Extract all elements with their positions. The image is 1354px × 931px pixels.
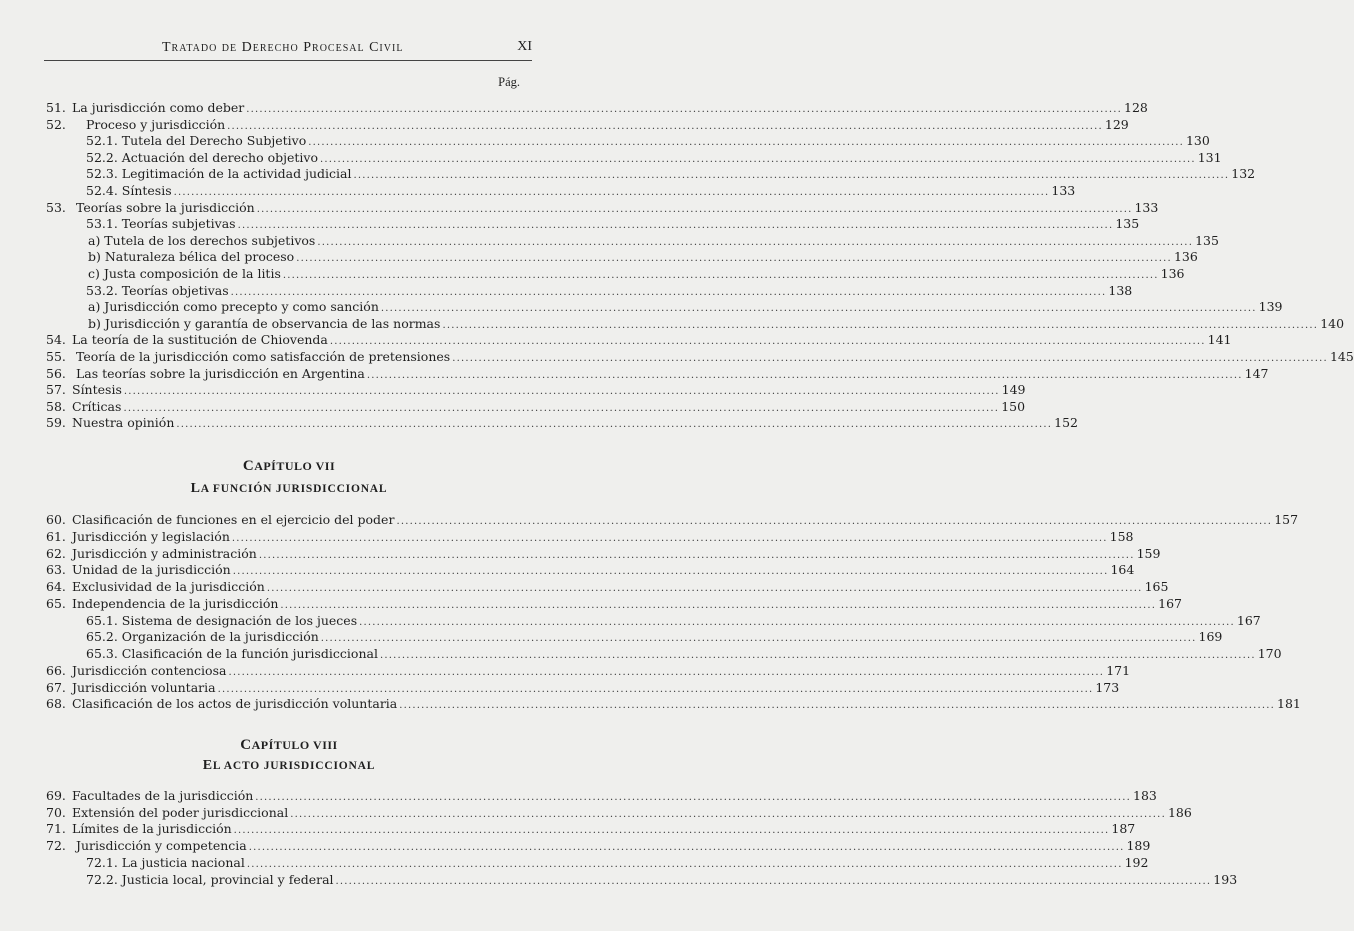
entry-number: 59. xyxy=(46,415,66,431)
entry-page: 136 xyxy=(1173,249,1198,265)
dot-leader: ........................................................................................................................................................................................................ xyxy=(233,825,1110,837)
entry-number: 53. xyxy=(46,199,66,215)
toc-entry xyxy=(0,149,1222,166)
entry-page: 170 xyxy=(1257,646,1282,661)
entry-page: 132 xyxy=(1231,166,1256,182)
entry-title: Clasificación de los actos de jurisdicción voluntaria xyxy=(72,696,398,712)
dot-leader: ........................................................................................................................................................................................................ xyxy=(353,170,1230,182)
dot-leader: ........................................................................................................................................................................................................ xyxy=(396,516,1273,527)
dot-leader: ........................................................................................................................................................................................................ xyxy=(255,792,1132,803)
entry-page: 133 xyxy=(1134,199,1159,215)
entry-title: Síntesis xyxy=(72,382,122,398)
dot-leader: ........................................................................................................................................................................................................ xyxy=(282,270,1159,281)
entry-title: Exclusividad de la jurisdicción xyxy=(72,579,265,594)
entry-number: 66. xyxy=(46,662,66,678)
entry-number: 64. xyxy=(46,579,66,594)
running-title: Tratado de Derecho Procesal Civil xyxy=(162,40,404,55)
toc-entry xyxy=(0,315,1345,332)
entry-title: La teoría de la sustitución de Chiovenda xyxy=(72,332,328,348)
entry-title: a) Jurisdicción como precepto y como sanción xyxy=(88,299,379,315)
entry-number: 60. xyxy=(46,512,66,527)
dot-leader: ........................................................................................................................................................................................................ xyxy=(399,700,1276,712)
dot-leader: ........................................................................................................................................................................................................ xyxy=(228,666,1105,678)
toc-entry xyxy=(0,871,1238,888)
entry-title: 65.3. Clasificación de la función jurisdiccional xyxy=(86,646,378,661)
entry-number: 55. xyxy=(46,349,66,364)
entry-page: 169 xyxy=(1198,629,1223,645)
entry-page: 131 xyxy=(1197,149,1222,165)
dot-leader: ........................................................................................................................................................................................................ xyxy=(296,253,1172,265)
dot-leader: ........................................................................................................................................................................................................ xyxy=(317,236,1194,248)
entry-title: Las teorías sobre la jurisdicción en Argentina xyxy=(76,365,365,381)
entry-page: 140 xyxy=(1320,315,1345,331)
toc-entry xyxy=(0,183,1076,199)
entry-title: Facultades de la jurisdicción xyxy=(72,788,254,803)
entry-page: 165 xyxy=(1144,579,1169,594)
chapter-subtitle: EL ACTO JURISDICCIONAL xyxy=(202,758,376,773)
entry-number: 69. xyxy=(46,788,66,803)
entry-page: 130 xyxy=(1185,133,1210,149)
entry-number: 56. xyxy=(46,365,66,381)
entry-number: 58. xyxy=(46,398,66,414)
entry-page: 150 xyxy=(1001,398,1026,414)
entry-number: 70. xyxy=(46,804,66,820)
dot-leader: ........................................................................................................................................................................................................ xyxy=(320,633,1197,645)
page-number: XI xyxy=(517,39,532,54)
entry-title: Clasificación de funciones en el ejercicio del poder xyxy=(72,512,395,527)
toc-entry xyxy=(0,662,1131,679)
entry-page: 159 xyxy=(1136,545,1161,561)
dot-leader: ........................................................................................................................................................................................................ xyxy=(366,369,1243,381)
entry-title: Jurisdicción y legislación xyxy=(72,528,230,544)
toc-entry xyxy=(0,595,1183,612)
entry-title: Jurisdicción y administración xyxy=(72,545,257,561)
entry-title: La jurisdicción como deber xyxy=(72,100,245,115)
dot-leader: ........................................................................................................................................................................................................ xyxy=(173,187,1050,198)
entry-page: 133 xyxy=(1051,183,1076,198)
toc-entry xyxy=(0,415,1078,431)
entry-title: Nuestra opinión xyxy=(72,415,175,431)
toc-entry xyxy=(0,299,1283,315)
entry-page: 164 xyxy=(1110,562,1135,578)
toc-entry xyxy=(0,249,1198,265)
entry-page: 193 xyxy=(1213,871,1238,887)
dot-leader: ........................................................................................................................................................................................................ xyxy=(290,808,1166,820)
entry-title: 52.4. Síntesis xyxy=(86,183,172,198)
page-column-label: Pág. xyxy=(498,75,520,89)
entry-title: Teorías sobre la jurisdicción xyxy=(76,199,255,215)
entry-page: 149 xyxy=(1001,382,1026,398)
entry-page: 135 xyxy=(1115,216,1140,232)
entry-title: 52.2. Actuación del derecho objetivo xyxy=(86,149,318,165)
toc-entry xyxy=(0,349,1354,365)
entry-page: 147 xyxy=(1244,365,1269,381)
entry-page: 136 xyxy=(1160,266,1185,281)
entry-title: Proceso y jurisdicción xyxy=(86,116,226,132)
entry-number: 52. xyxy=(46,116,66,132)
toc-entry xyxy=(0,512,1299,528)
entry-page: 157 xyxy=(1274,512,1299,527)
entry-page: 135 xyxy=(1195,232,1219,248)
dot-leader: ........................................................................................................................................................................................................ xyxy=(246,858,1123,870)
dot-leader: ........................................................................................................................................................................................................ xyxy=(246,104,1122,115)
entry-number: 68. xyxy=(46,696,66,712)
entry-number: 65. xyxy=(46,595,66,611)
dot-leader: ........................................................................................................................................................................................................ xyxy=(227,120,1103,132)
entry-title: Unidad de la jurisdicción xyxy=(72,562,231,578)
entry-page: 167 xyxy=(1158,595,1183,611)
dot-leader: ........................................................................................................................................................................................................ xyxy=(217,683,1094,695)
dot-leader: ........................................................................................................................................................................................................ xyxy=(280,599,1157,611)
dot-leader: ........................................................................................................................................................................................................ xyxy=(379,650,1256,661)
toc-entry xyxy=(0,199,1159,216)
entry-page: 186 xyxy=(1167,804,1192,820)
toc-entry xyxy=(0,629,1223,645)
dot-leader: ........................................................................................................................................................................................................ xyxy=(380,303,1257,315)
entry-page: 183 xyxy=(1133,788,1157,803)
entry-title: Jurisdicción voluntaria xyxy=(72,679,216,695)
entry-page: 167 xyxy=(1236,612,1261,628)
entry-title: Críticas xyxy=(72,398,122,414)
dot-leader: ........................................................................................................................................................................................................ xyxy=(256,203,1133,215)
toc-entry xyxy=(0,365,1269,382)
entry-title: Límites de la jurisdicción xyxy=(72,821,232,837)
toc-entry xyxy=(0,398,1026,415)
entry-page: 189 xyxy=(1126,838,1151,854)
toc-entry xyxy=(0,838,1151,854)
entry-title: 65.2. Organización de la jurisdicción xyxy=(86,629,319,645)
toc-entry xyxy=(0,216,1140,232)
toc-entry xyxy=(0,166,1256,182)
entry-page: 173 xyxy=(1095,679,1120,695)
entry-page: 181 xyxy=(1277,696,1301,712)
dot-leader: ........................................................................................................................................................................................................ xyxy=(232,566,1109,578)
toc-entry xyxy=(0,266,1185,282)
entry-number: 72. xyxy=(46,838,66,854)
entry-title: Extensión del poder jurisdiccional xyxy=(72,804,289,820)
entry-page: 139 xyxy=(1258,299,1283,315)
dot-leader: ........................................................................................................................................................................................................ xyxy=(176,419,1053,431)
dot-leader: ........................................................................................................................................................................................................ xyxy=(359,616,1235,628)
entry-page: 152 xyxy=(1054,415,1078,431)
dot-leader: ........................................................................................................................................................................................................ xyxy=(123,386,1000,398)
toc-entry xyxy=(0,545,1161,562)
dot-leader: ........................................................................................................................................................................................................ xyxy=(442,319,1319,331)
entry-page: 141 xyxy=(1207,332,1232,348)
entry-title: Independencia de la jurisdicción xyxy=(72,595,279,611)
toc-entry xyxy=(0,612,1261,629)
entry-page: 145 xyxy=(1329,349,1354,364)
entry-number: 57. xyxy=(46,382,66,398)
toc-entry xyxy=(0,579,1169,595)
dot-leader: ........................................................................................................................................................................................................ xyxy=(319,153,1196,165)
entry-page: 158 xyxy=(1109,528,1134,544)
toc-entry xyxy=(0,332,1232,348)
toc-entry xyxy=(0,133,1210,149)
toc-entry xyxy=(0,821,1136,837)
toc-entry xyxy=(0,116,1129,133)
entry-title: Jurisdicción y competencia xyxy=(76,838,247,854)
entry-title: 53.1. Teorías subjetivas xyxy=(86,216,236,232)
dot-leader: ........................................................................................................................................................................................................ xyxy=(452,353,1328,364)
toc-entry xyxy=(0,788,1157,804)
toc-entry xyxy=(0,696,1301,712)
entry-title: Teoría de la jurisdicción como satisfacción de pretensiones xyxy=(76,349,451,364)
entry-page: 192 xyxy=(1124,854,1149,870)
toc-entry xyxy=(0,100,1148,116)
entry-title: b) Naturaleza bélica del proceso xyxy=(88,249,295,265)
toc-entry xyxy=(0,679,1120,696)
toc-entry xyxy=(0,562,1135,578)
entry-page: 138 xyxy=(1108,282,1133,298)
chapter-heading: CAPÍTULO VIII xyxy=(240,737,338,753)
dot-leader: ........................................................................................................................................................................................................ xyxy=(237,220,1114,232)
entry-title: 72.2. Justicia local, provincial y federal xyxy=(86,871,334,887)
dot-leader: ........................................................................................................................................................................................................ xyxy=(335,875,1212,887)
entry-page: 128 xyxy=(1124,100,1148,115)
dot-leader: ........................................................................................................................................................................................................ xyxy=(123,402,1000,414)
toc-entry xyxy=(0,854,1149,871)
toc-entry xyxy=(0,232,1219,249)
toc-entry xyxy=(0,382,1026,398)
entry-number: 71. xyxy=(46,821,66,837)
toc-entry xyxy=(0,528,1134,545)
entry-number: 63. xyxy=(46,562,66,578)
entry-page: 187 xyxy=(1111,821,1136,837)
dot-leader: ........................................................................................................................................................................................................ xyxy=(258,549,1135,561)
entry-page: 171 xyxy=(1106,662,1131,678)
entry-number: 62. xyxy=(46,545,66,561)
toc-entry xyxy=(0,282,1133,299)
dot-leader: ........................................................................................................................................................................................................ xyxy=(329,336,1206,348)
entry-number: 54. xyxy=(46,332,66,348)
entry-title: c) Justa composición de la litis xyxy=(88,266,281,281)
dot-leader: ........................................................................................................................................................................................................ xyxy=(248,842,1125,854)
dot-leader: ........................................................................................................................................................................................................ xyxy=(308,137,1184,149)
dot-leader: ........................................................................................................................................................................................................ xyxy=(231,532,1108,544)
entry-number: 61. xyxy=(46,528,66,544)
dot-leader: ........................................................................................................................................................................................................ xyxy=(266,583,1143,594)
entry-title: 52.3. Legitimación de la actividad judicial xyxy=(86,166,352,182)
entry-title: 65.1. Sistema de designación de los jueces xyxy=(86,612,358,628)
entry-title: 53.2. Teorías objetivas xyxy=(86,282,229,298)
entry-title: 72.1. La justicia nacional xyxy=(86,854,245,870)
chapter-heading: CAPÍTULO VII xyxy=(242,458,336,474)
entry-title: 52.1. Tutela del Derecho Subjetivo xyxy=(86,133,307,149)
entry-title: b) Jurisdicción y garantía de observancia de las normas xyxy=(88,315,441,331)
toc-entry xyxy=(0,646,1282,662)
entry-number: 51. xyxy=(46,100,66,115)
chapter-subtitle: LA FUNCIÓN JURISDICCIONAL xyxy=(190,481,388,496)
entry-title: Jurisdicción contenciosa xyxy=(72,662,227,678)
toc-entry xyxy=(0,804,1192,821)
entry-page: 129 xyxy=(1104,116,1129,132)
dot-leader: ........................................................................................................................................................................................................ xyxy=(230,286,1107,298)
entry-number: 67. xyxy=(46,679,66,695)
running-header xyxy=(44,38,532,61)
entry-title: a) Tutela de los derechos subjetivos xyxy=(88,232,316,248)
